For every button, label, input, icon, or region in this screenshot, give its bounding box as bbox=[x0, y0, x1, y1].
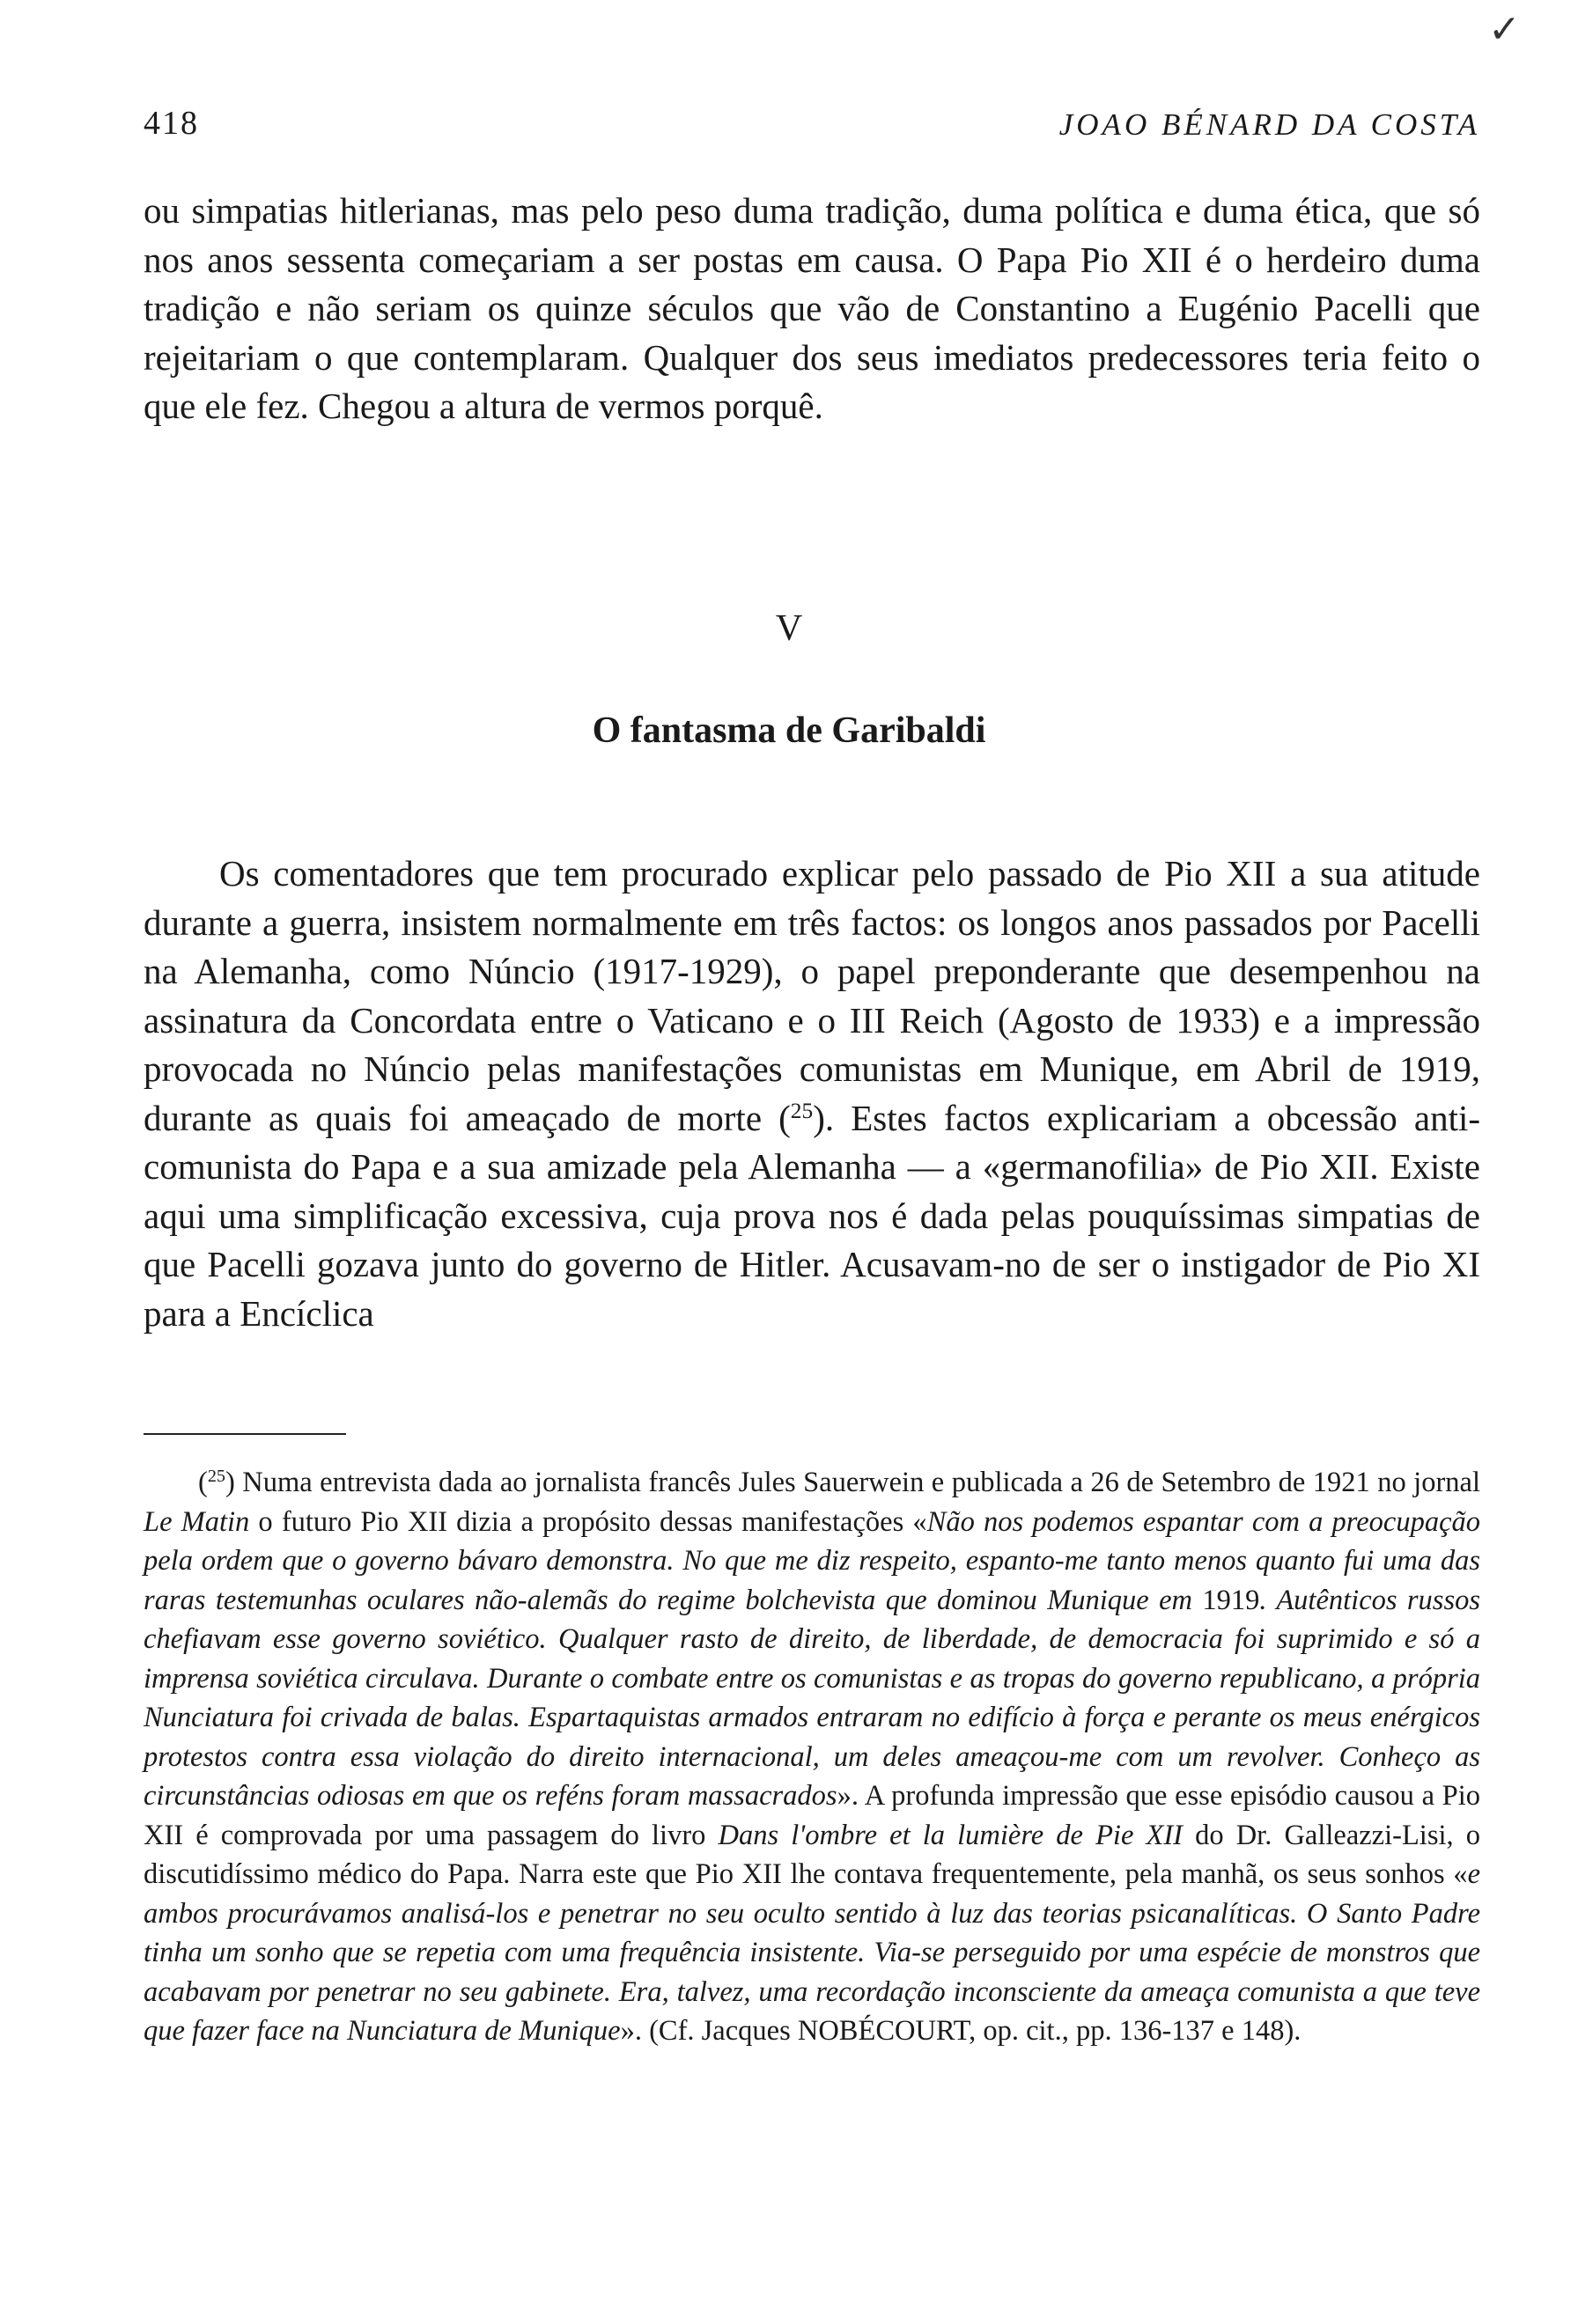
footnote-italic-quote: Não nos podemos espantar com a preocupação pela ordem que o governo bávaro demonstra. No que me diz respeito, espanto-me tanto menos quanto fui uma das raras testemunhas oculares não-alemãs do regime bolchevista que dominou Munique em bbox=[144, 1505, 1480, 1616]
footnote-text: ». A profunda impressão que esse episódio causou a Pio XII é comprovada por uma passagem do livro bbox=[144, 1780, 1481, 1851]
section-title: O fantasma de Garibaldi bbox=[592, 710, 986, 751]
footnote-text: o futuro Pio XII dizia a propósito dessas manifestações « bbox=[249, 1505, 927, 1538]
page-header bbox=[144, 104, 1480, 157]
footnote-25 bbox=[144, 1463, 1480, 2051]
main-paragraph bbox=[144, 849, 1480, 1338]
footnote-italic-title: Le Matin bbox=[144, 1505, 250, 1538]
running-head: JOAO BÉNARD DA COSTA bbox=[1058, 107, 1480, 142]
continuation-paragraph bbox=[144, 187, 1480, 431]
main-text-after-ref: ). Estes factos explicariam a obcessão anti-comunista do Papa e a sua amizade pela Alemanha — a «germanofilia» de Pio XII. Existe aqui uma simplificação excessiva, cuja prova nos é dada pelas pouquíssimas simpatias de que Pacelli gozava junto do governo de Hitler. Acusavam-no de ser o instigador de Pio XI para a Encíclica bbox=[144, 1097, 1481, 1334]
footnote-text: 1919 bbox=[1202, 1584, 1260, 1616]
footnote-text: Numa entrevista dada ao jornalista francês Jules Sauerwein e publicada a 26 de Setembro de 1921 no jornal bbox=[234, 1467, 1480, 1498]
section-numeral: V bbox=[775, 608, 803, 649]
continuation-text: ou simpatias hitlerianas, mas pelo peso duma tradição, duma política e duma ética, que só nos anos sessenta começariam a ser postas em causa. O Papa Pio XII é o herdeiro duma tradição e não seriam os quinze séculos que vão de Constantino a Eugénio Pacelli que rejeitariam o que contemplaram. Qualquer dos seus imediatos predecessores teria feito o que ele fez. Chegou a altura de vermos porquê. bbox=[144, 190, 1480, 426]
footnote-close-paren: ) bbox=[225, 1467, 235, 1498]
footnote-italic-quote: e ambos procurávamos analisá-los e penetrar no seu oculto sentido à luz das teorias psicanalíticas. O Santo Padre tinha um sonho que se repetia com uma frequência insistente. Via-se perseguido por uma espécie de monstros que acabavam por penetrar no seu gabinete. Era, talvez, uma recordação inconsciente da ameaça comunista a que teve que fazer face na Nunciatura de Munique bbox=[144, 1858, 1480, 2047]
footnote-italic-quote: . Autênticos russos chefiavam esse governo soviético. Qualquer rasto de direito, de liberdade, de democracia foi suprimido e só a imprensa soviética circulava. Durante o combate entre os comunistas e as tropas do governo republicano, a própria Nunciatura foi crivada de balas. Espartaquistas armados entraram no edifício à força e perante os meus enérgicos protestos contra essa violação do direito internacional, um deles ameaçou-me com um revolver. Conheço as circunstâncias odiosas em que os reféns foram massacrados bbox=[144, 1584, 1480, 1812]
footnote-text: do Dr. Galleazzi-Lisi, o discutidíssimo médico do Papa. Narra este que Pio XII lhe contava frequentemente, pela manhã, os seus sonhos « bbox=[144, 1819, 1480, 1890]
footnote-number: 25 bbox=[207, 1466, 225, 1486]
main-text-before-ref: Os comentadores que tem procurado explicar pelo passado de Pio XII a sua atitude durante a guerra, insistem normalmente em três factos: os longos anos passados por Pacelli na Alemanha, como Núncio (1917-1929), o papel preponderante que desempenhou na assinatura da Concordata entre o Vaticano e o III Reich (Agosto de 1933) e a impressão provocada no Núncio pelas manifestações comunistas em Munique, em Abril de 1919, durante as quais foi ameaçado de morte ( bbox=[144, 853, 1480, 1138]
footnote-separator bbox=[144, 1433, 346, 1435]
footnote-open-paren: ( bbox=[198, 1467, 208, 1498]
footnote-text: ». (Cf. Jacques NOBÉCOURT, op. cit., pp. 136-137 e 148). bbox=[620, 2015, 1301, 2047]
footnote-italic-title: Dans l'ombre et la lumière de Pie XII bbox=[718, 1819, 1183, 1851]
main-paragraph-text bbox=[144, 849, 1480, 1338]
footnote-reference[interactable]: 25 bbox=[790, 1098, 814, 1123]
corner-check-mark: ✓ bbox=[1488, 7, 1521, 52]
page-number: 418 bbox=[144, 105, 199, 142]
